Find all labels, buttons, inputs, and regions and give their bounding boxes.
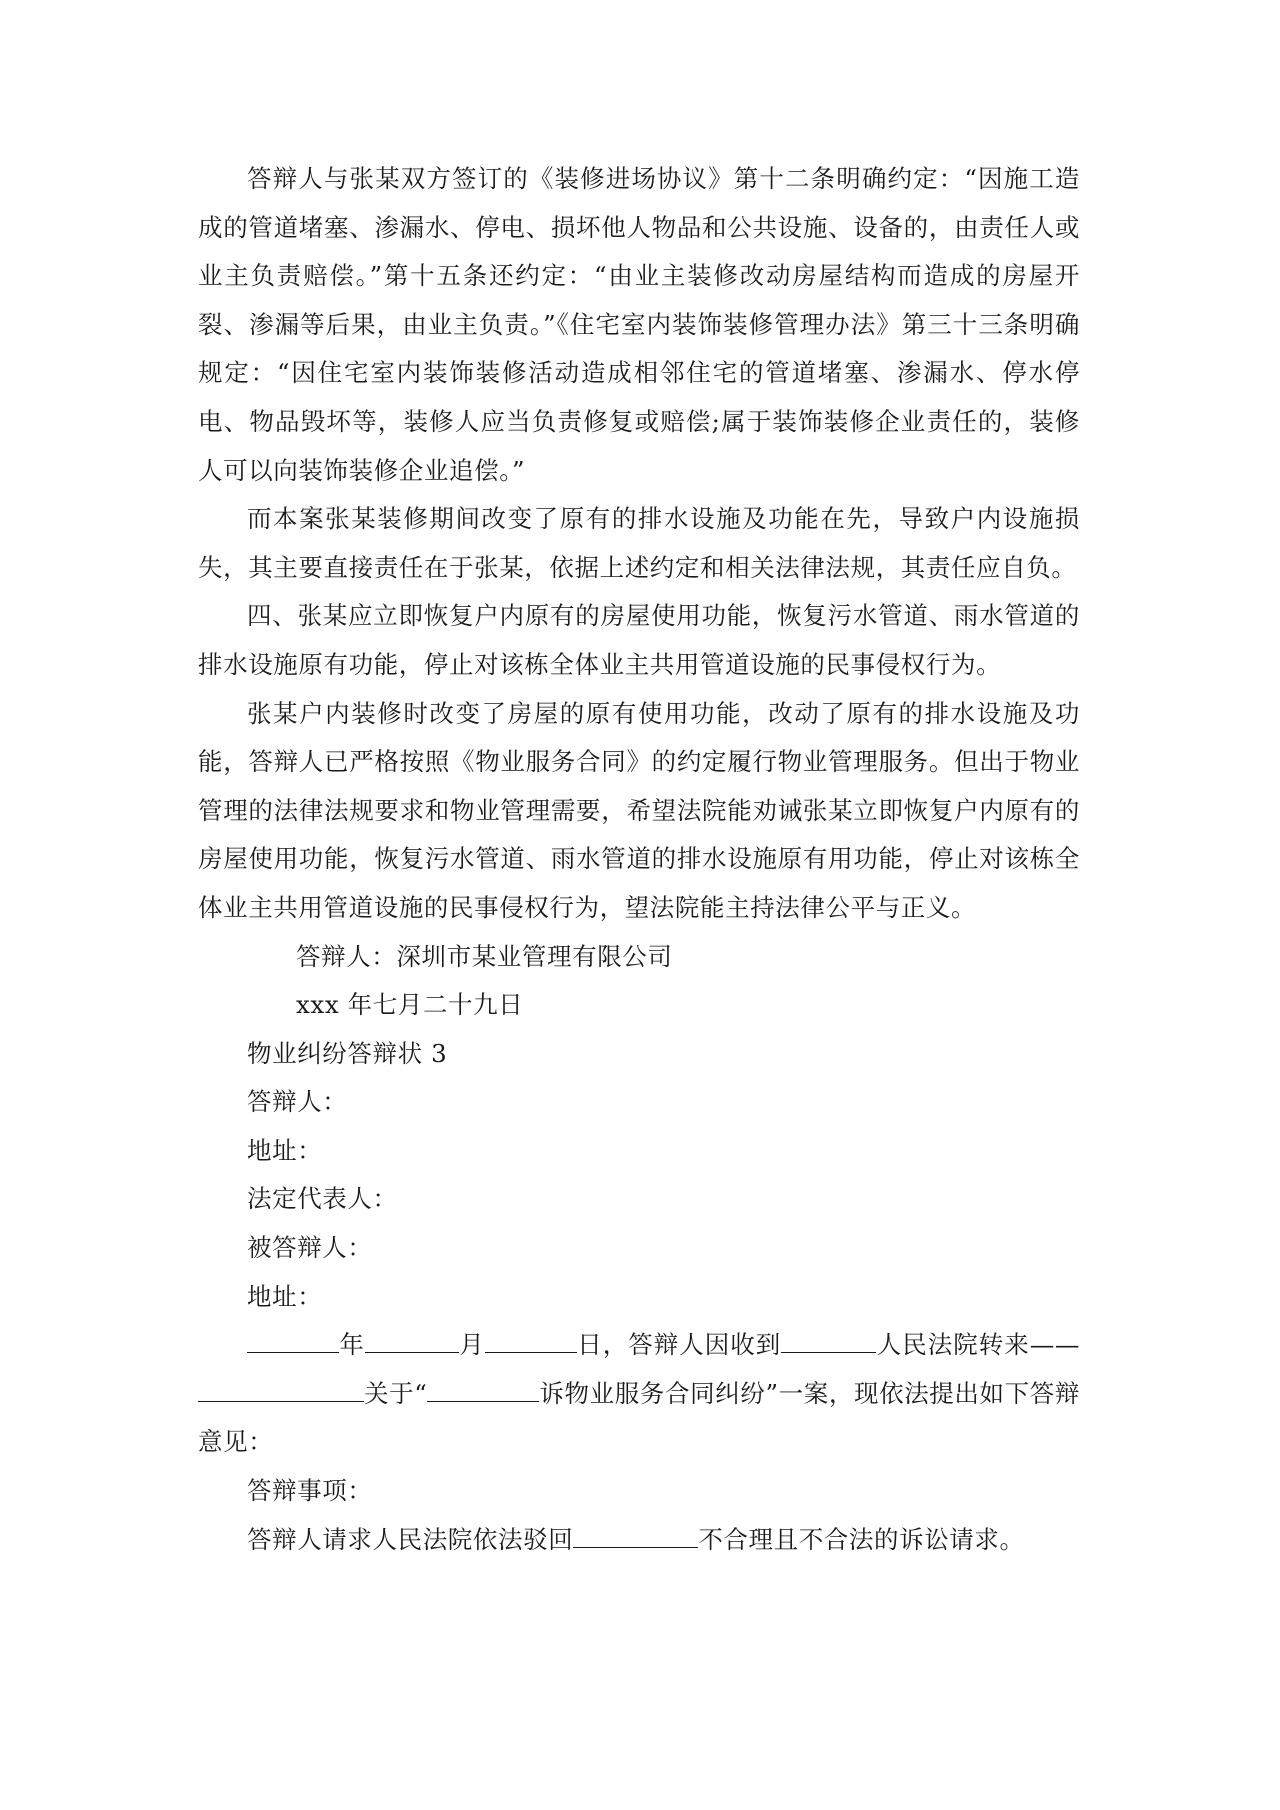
blank-court[interactable] bbox=[781, 1326, 876, 1353]
paragraph-agreement-clauses: 答辩人与张某双方签订的《装修进场协议》第十二条明确约定：“因施工造成的管道堵塞、渗漏水、停电、损坏他人物品和公共设施、设备的，由责任人或业主负责赔偿。”第十五条还约定：“由业主装修改动房屋结构而造成的房屋开裂、渗漏等后果，由业主负责。”《住宅室内装饰装修管理办法》第三十三条明确规定：“因住宅室内装饰装修活动造成相邻住宅的管道堵塞、渗漏水、停水停电、物品毁坏等，装修人应当负责修复或赔偿;属于装饰装修企业责任的，装修人可以向装饰装修企业追偿。” bbox=[198, 164, 1080, 485]
field-respondent: 答辩人： bbox=[247, 1087, 348, 1117]
field-legal-representative: 法定代表人： bbox=[247, 1184, 398, 1214]
blank-month[interactable] bbox=[365, 1326, 459, 1353]
label-day-text: 日，答辩人因收到 bbox=[576, 1330, 782, 1360]
request-after: 不合理且不合法的诉讼请求。 bbox=[698, 1524, 1025, 1554]
signature-respondent: 答辩人：深圳市某业管理有限公司 bbox=[296, 941, 673, 971]
paragraph-point-four: 四、张某应立即恢复户内原有的房屋使用功能，恢复污水管道、雨水管道的排水设施原有功能，停止对该栋全体业主共用管道设施的民事侵权行为。 bbox=[198, 601, 1080, 679]
paragraph-form-sentence bbox=[198, 1321, 1080, 1467]
blank-plaintiff[interactable] bbox=[198, 1375, 364, 1402]
label-month: 月 bbox=[458, 1330, 485, 1360]
paragraph-dismiss-request bbox=[198, 1516, 1080, 1565]
field-appellee-address: 地址： bbox=[247, 1281, 323, 1311]
label-about: 关于“ bbox=[364, 1378, 428, 1408]
field-address: 地址： bbox=[247, 1135, 323, 1165]
matters-heading: 答辩事项： bbox=[247, 1476, 373, 1506]
document-body bbox=[198, 155, 1080, 1564]
field-appellee: 被答辩人： bbox=[247, 1233, 373, 1263]
request-before: 答辩人请求人民法院依法驳回 bbox=[247, 1524, 574, 1554]
label-court-text: 人民法院转来—— bbox=[876, 1330, 1080, 1360]
blank-day[interactable] bbox=[485, 1326, 577, 1353]
blank-case-party[interactable] bbox=[427, 1375, 539, 1402]
section-title: 物业纠纷答辩状 3 bbox=[247, 1038, 448, 1068]
signature-date: xxx 年七月二十九日 bbox=[296, 990, 524, 1020]
paragraph-request-restore: 张某户内装修时改变了房屋的原有使用功能，改动了原有的排水设施及功能，答辩人已严格按照《物业服务合同》的约定履行物业管理服务。但出于物业管理的法律法规要求和物业管理需要，希望法院能劝诫张某立即恢复户内原有的房屋使用功能，恢复污水管道、雨水管道的排水设施原有用功能，停止对该栋全体业主共用管道设施的民事侵权行为，望法院能主持法律公平与正义。 bbox=[198, 698, 1080, 922]
blank-claimant[interactable] bbox=[573, 1521, 698, 1548]
paragraph-responsibility: 而本案张某装修期间改变了原有的排水设施及功能在先，导致户内设施损失，其主要直接责任在于张某，依据上述约定和相关法律法规，其责任应自负。 bbox=[198, 504, 1080, 582]
label-year: 年 bbox=[339, 1330, 365, 1360]
blank-year[interactable] bbox=[247, 1326, 339, 1353]
label-case-text: 诉物业服务合同纠纷”一案，现依法提出如下答辩意见： bbox=[198, 1378, 1080, 1457]
